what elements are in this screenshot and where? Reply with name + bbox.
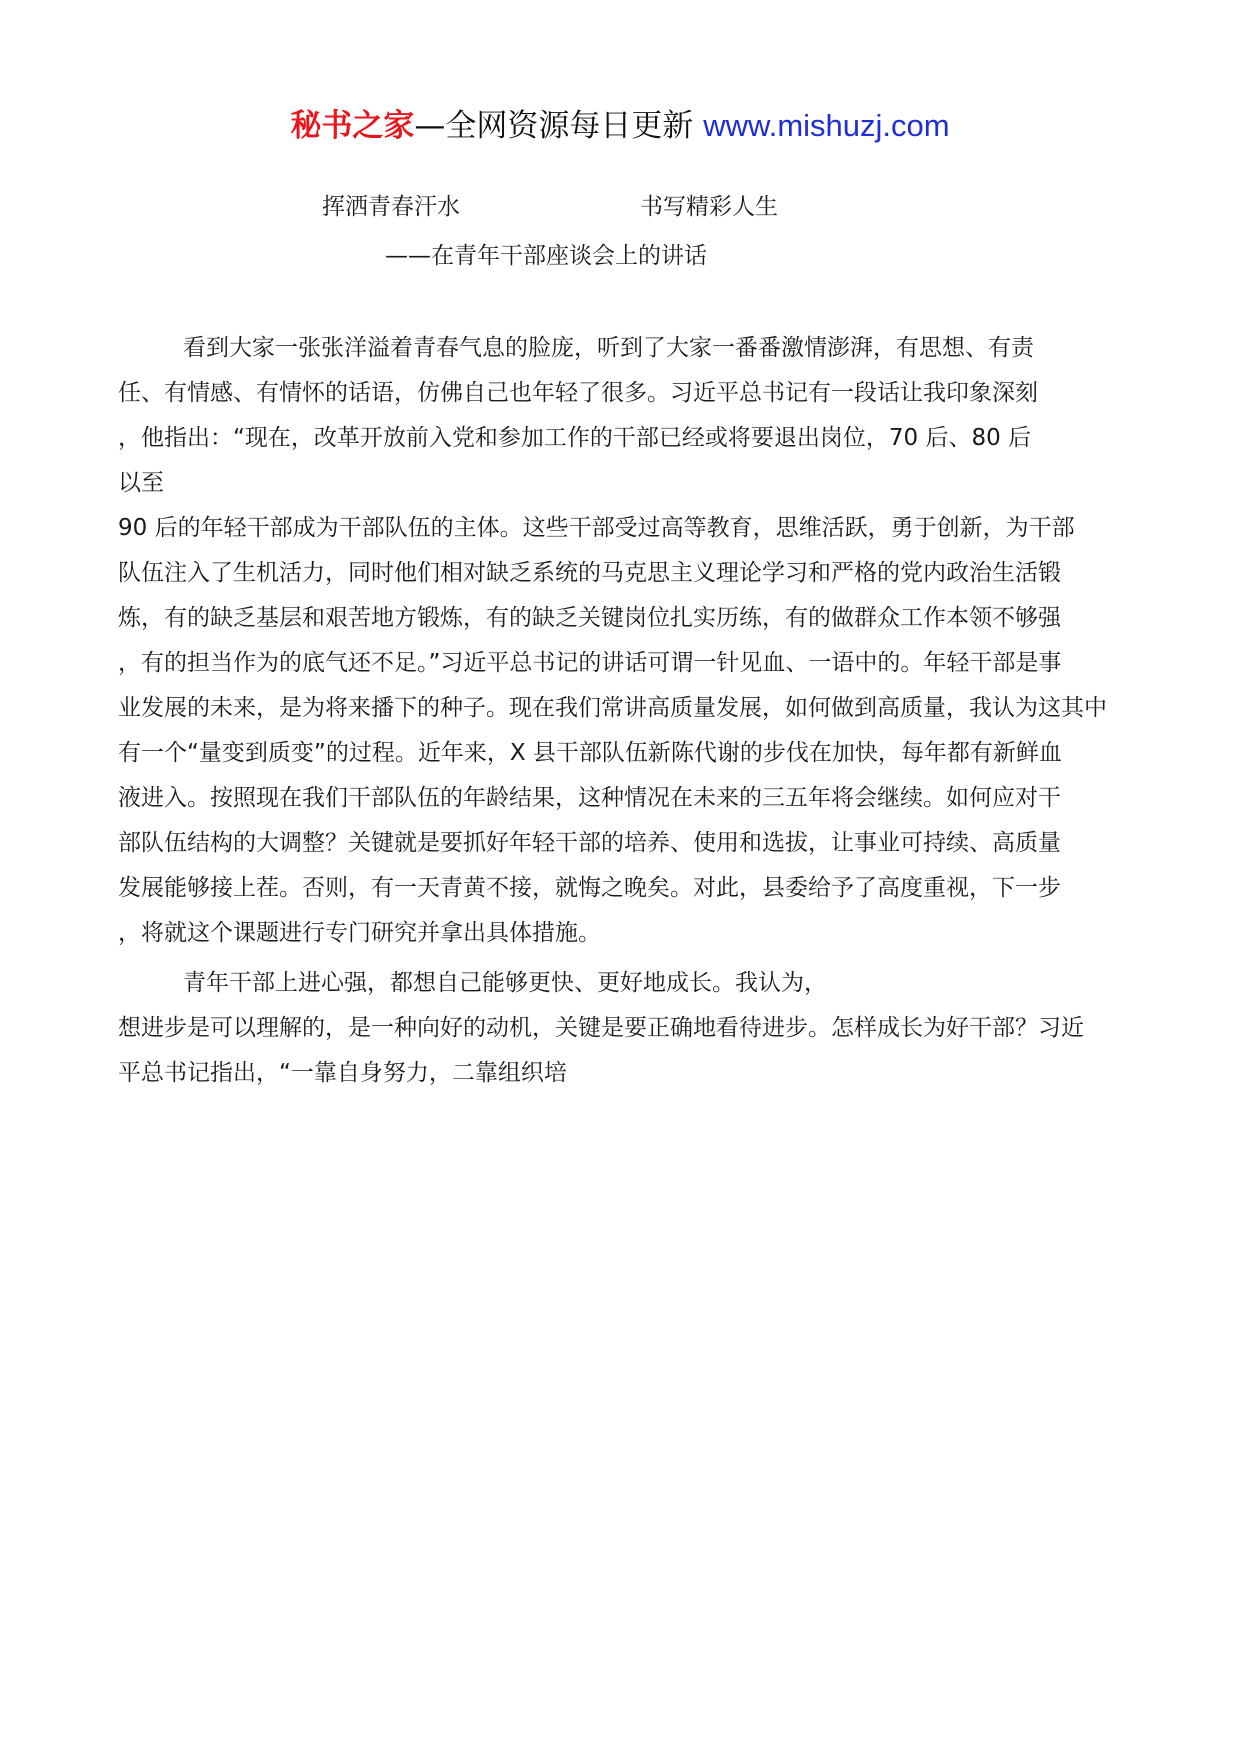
paragraph-1 xyxy=(118,326,1138,956)
paragraph-line: 任、有情感、有情怀的话语，仿佛自己也年轻了很多。习近平总书记有一段话让我印象深刻 xyxy=(118,380,1038,406)
document-title-right: 书写精彩人生 xyxy=(640,194,778,220)
paragraph-line: 部队伍结构的大调整？关键就是要抓好年轻干部的培养、使用和选拔，让事业可持续、高质量 xyxy=(118,830,1061,856)
paragraph-line: 看到大家一张张洋溢着青春气息的脸庞，听到了大家一番番激情澎湃，有思想、有责 xyxy=(183,335,1034,361)
paragraph-line: 业发展的未来，是为将来播下的种子。现在我们常讲高质量发展，如何做到高质量，我认为这其中 xyxy=(118,695,1107,721)
paragraph-line: ，有的担当作为的底气还不足。”习近平总书记的讲话可谓一针见血、一语中的。年轻干部是事 xyxy=(118,650,1062,676)
site-tagline: —全网资源每日更新 xyxy=(414,108,694,144)
site-url-link[interactable]: www.mishuzj.com xyxy=(703,108,950,143)
document-subtitle: ——在青年干部座谈会上的讲话 xyxy=(385,243,707,269)
paragraph-line: 以至 xyxy=(118,470,164,496)
paragraph-line: 想进步是可以理解的，是一种向好的动机，关键是要正确地看待进步。怎样成长为好干部？习近 xyxy=(118,1015,1084,1041)
paragraph-line: ，他指出：“现在，改革开放前入党和参加工作的干部已经或将要退出岗位，70 后、80 后 xyxy=(118,425,1032,451)
paragraph-2 xyxy=(118,961,1138,1096)
paragraph-line: 平总书记指出，“一靠自身努力，二靠组织培 xyxy=(118,1060,567,1086)
site-brand: 秘书之家 xyxy=(290,108,415,144)
paragraph-line: 有一个“量变到质变”的过程。近年来，X 县干部队伍新陈代谢的步伐在加快，每年都有新鲜血 xyxy=(118,740,1062,766)
paragraph-line: 队伍注入了生机活力，同时他们相对缺乏系统的马克思主义理论学习和严格的党内政治生活锻 xyxy=(118,560,1061,586)
paragraph-line: 青年干部上进心强，都想自己能够更快、更好地成长。我认为， xyxy=(183,970,827,996)
site-header xyxy=(0,106,1240,146)
paragraph-line: 炼，有的缺乏基层和艰苦地方锻炼，有的缺乏关键岗位扎实历练，有的做群众工作本领不够强 xyxy=(118,605,1061,631)
paragraph-line: ，将就这个课题进行专门研究并拿出具体措施。 xyxy=(118,920,601,946)
paragraph-line: 发展能够接上茬。否则，有一天青黄不接，就悔之晚矣。对此，县委给予了高度重视，下一步 xyxy=(118,875,1061,901)
paragraph-line: 液进入。按照现在我们干部队伍的年龄结果，这种情况在未来的三五年将会继续。如何应对干 xyxy=(118,785,1061,811)
document-title-left: 挥洒青春汗水 xyxy=(322,194,460,220)
paragraph-line: 90 后的年轻干部成为干部队伍的主体。这些干部受过高等教育，思维活跃，勇于创新，为干部 xyxy=(118,515,1075,541)
